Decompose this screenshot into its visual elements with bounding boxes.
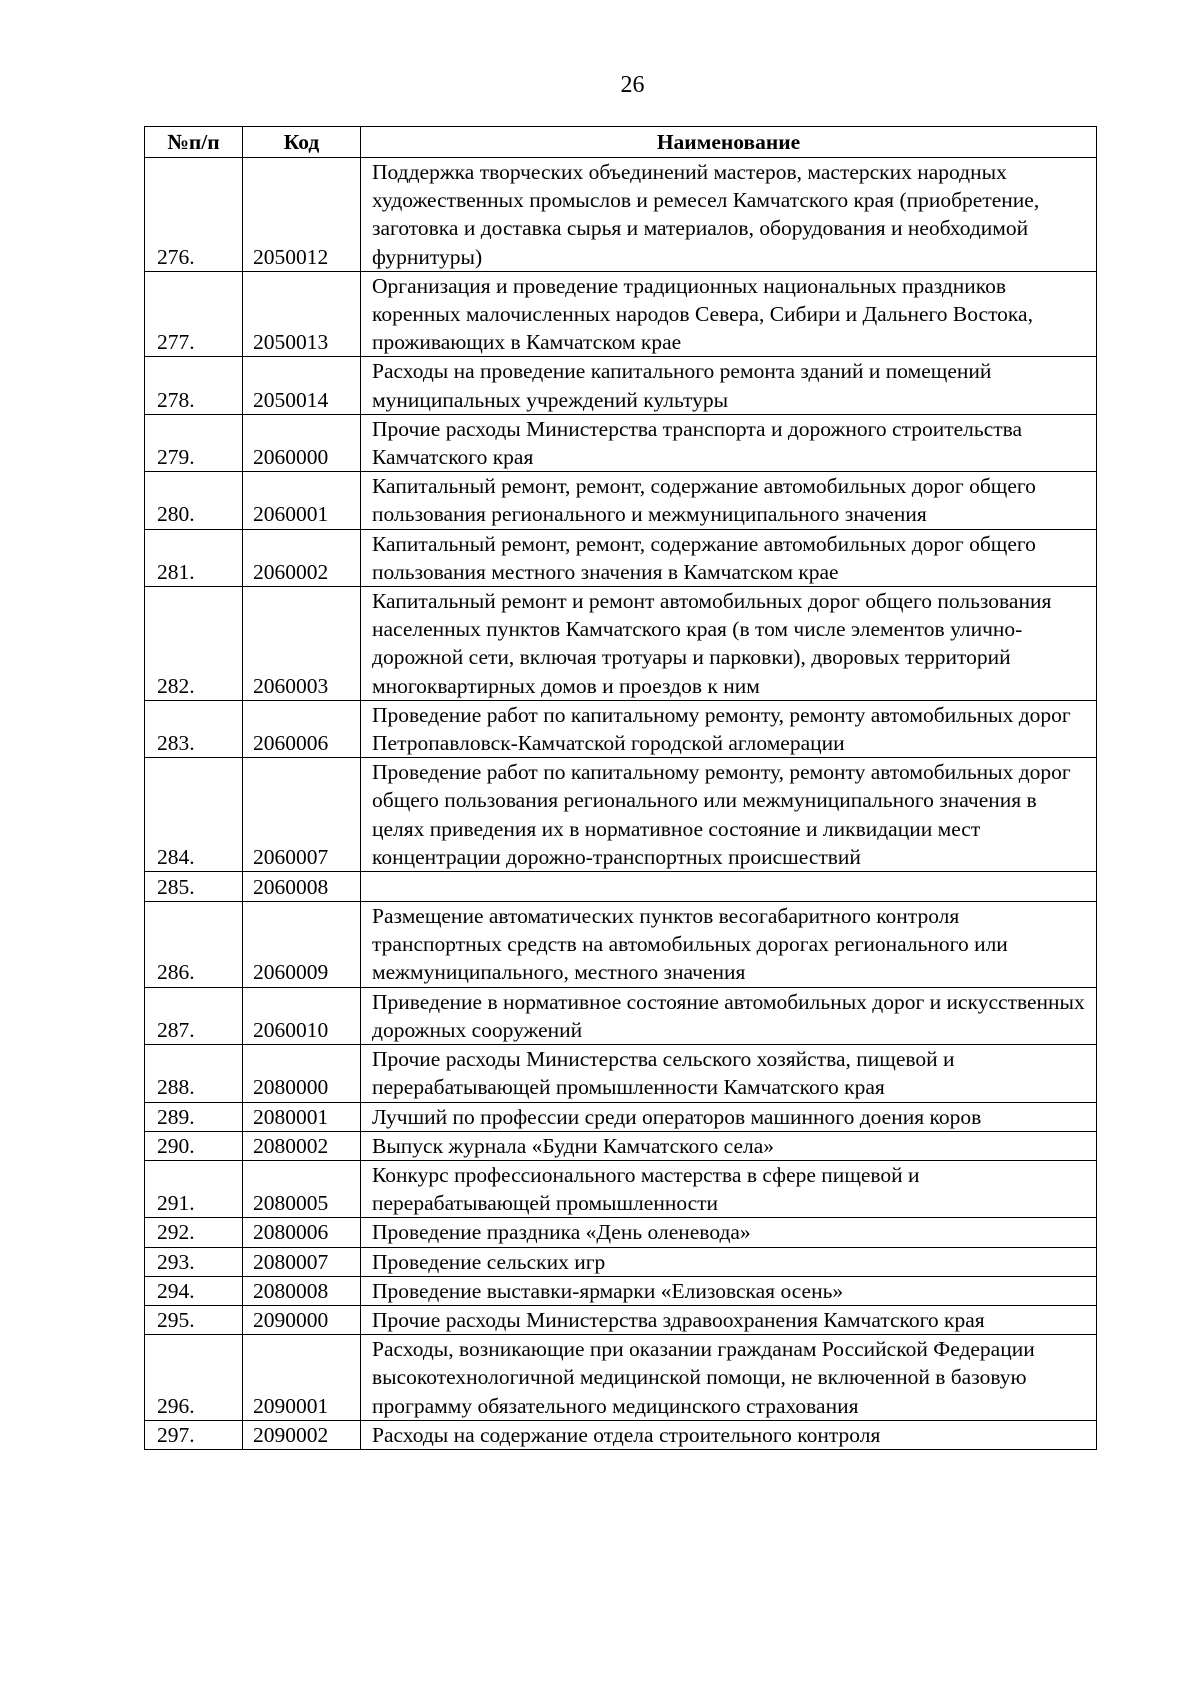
row-code: 2080006 <box>243 1218 361 1247</box>
row-number: 291. <box>145 1160 243 1217</box>
row-number: 290. <box>145 1131 243 1160</box>
budget-codes-table <box>144 126 1097 1450</box>
table-row <box>145 1218 1097 1247</box>
row-code: 2060010 <box>243 987 361 1044</box>
table-row <box>145 1102 1097 1131</box>
row-name: Прочие расходы Министерства транспорта и дорожного строительства Камчатского края <box>361 414 1097 471</box>
row-code: 2080005 <box>243 1160 361 1217</box>
row-name: Капитальный ремонт, ремонт, содержание автомобильных дорог общего пользования местного значения в Камчатском крае <box>361 529 1097 586</box>
row-number: 284. <box>145 758 243 872</box>
row-code: 2050012 <box>243 158 361 272</box>
table-header-row <box>145 127 1097 158</box>
table-row <box>145 529 1097 586</box>
row-name: Расходы на проведение капитального ремонта зданий и помещений муниципальных учреждений культуры <box>361 357 1097 414</box>
row-name: Расходы, возникающие при оказании гражданам Российской Федерации высокотехнологичной медицинской помощи, не включенной в базовую программу обязательного медицинского страхования <box>361 1335 1097 1421</box>
row-number: 277. <box>145 271 243 357</box>
row-number: 292. <box>145 1218 243 1247</box>
header-code: Код <box>243 127 361 158</box>
row-code: 2080007 <box>243 1247 361 1276</box>
table-row <box>145 700 1097 757</box>
table-row <box>145 414 1097 471</box>
table-row <box>145 902 1097 988</box>
table-row <box>145 587 1097 701</box>
row-code: 2060006 <box>243 700 361 757</box>
table-row <box>145 1131 1097 1160</box>
table-row <box>145 158 1097 272</box>
row-code: 2060003 <box>243 587 361 701</box>
row-name: Капитальный ремонт, ремонт, содержание автомобильных дорог общего пользования регионального и межмуниципального значения <box>361 472 1097 529</box>
row-name: Расходы на содержание отдела строительного контроля <box>361 1420 1097 1449</box>
table-row <box>145 1335 1097 1421</box>
row-name: Проведение сельских игр <box>361 1247 1097 1276</box>
table-row <box>145 1160 1097 1217</box>
row-name <box>361 872 1097 902</box>
table-row <box>145 1045 1097 1102</box>
table-row <box>145 758 1097 872</box>
table-row <box>145 1420 1097 1449</box>
row-code: 2060000 <box>243 414 361 471</box>
row-code: 2060007 <box>243 758 361 872</box>
table-row <box>145 271 1097 357</box>
row-name: Проведение выставки-ярмарки «Елизовская осень» <box>361 1276 1097 1305</box>
row-code: 2080008 <box>243 1276 361 1305</box>
row-name: Приведение в нормативное состояние автомобильных дорог и искусственных дорожных сооружений <box>361 987 1097 1044</box>
row-number: 280. <box>145 472 243 529</box>
row-name: Проведение работ по капитальному ремонту, ремонту автомобильных дорог Петропавловск-Камчатской городской агломерации <box>361 700 1097 757</box>
table-row <box>145 1305 1097 1334</box>
row-code: 2050013 <box>243 271 361 357</box>
row-name: Конкурс профессионального мастерства в сфере пищевой и перерабатывающей промышленности <box>361 1160 1097 1217</box>
row-number: 295. <box>145 1305 243 1334</box>
row-code: 2060002 <box>243 529 361 586</box>
row-code: 2060001 <box>243 472 361 529</box>
table-row <box>145 1247 1097 1276</box>
row-name: Выпуск журнала «Будни Камчатского села» <box>361 1131 1097 1160</box>
row-number: 279. <box>145 414 243 471</box>
row-number: 297. <box>145 1420 243 1449</box>
table-row <box>145 472 1097 529</box>
row-number: 294. <box>145 1276 243 1305</box>
row-number: 283. <box>145 700 243 757</box>
header-name: Наименование <box>361 127 1097 158</box>
table-row <box>145 1276 1097 1305</box>
row-code: 2080000 <box>243 1045 361 1102</box>
header-number: №п/п <box>145 127 243 158</box>
row-number: 286. <box>145 902 243 988</box>
table-row <box>145 987 1097 1044</box>
row-number: 276. <box>145 158 243 272</box>
row-code: 2090000 <box>243 1305 361 1334</box>
row-code: 2080002 <box>243 1131 361 1160</box>
page-number: 26 <box>620 72 645 98</box>
row-name: Капитальный ремонт и ремонт автомобильных дорог общего пользования населенных пунктов Камчатского края (в том числе элементов улично-дорожной сети, включая тротуары и парковки), дворовых территорий многоквартирных домов и проездов к ним <box>361 587 1097 701</box>
row-name: Прочие расходы Министерства здравоохранения Камчатского края <box>361 1305 1097 1334</box>
row-number: 296. <box>145 1335 243 1421</box>
table-row <box>145 872 1097 902</box>
row-number: 282. <box>145 587 243 701</box>
row-number: 289. <box>145 1102 243 1131</box>
row-code: 2080001 <box>243 1102 361 1131</box>
row-code: 2060008 <box>243 872 361 902</box>
row-code: 2060009 <box>243 902 361 988</box>
row-number: 293. <box>145 1247 243 1276</box>
row-code: 2050014 <box>243 357 361 414</box>
row-name: Размещение автоматических пунктов весогабаритного контроля транспортных средств на автомобильных дорогах регионального или межмуниципального, местного значения <box>361 902 1097 988</box>
row-code: 2090002 <box>243 1420 361 1449</box>
row-number: 288. <box>145 1045 243 1102</box>
row-name: Проведение работ по капитальному ремонту, ремонту автомобильных дорог общего пользования регионального или межмуниципального значения в целях приведения их в нормативное состояние и ликвидации мест концентрации дорожно-транспортных происшествий <box>361 758 1097 872</box>
table-row <box>145 357 1097 414</box>
row-number: 287. <box>145 987 243 1044</box>
row-code: 2090001 <box>243 1335 361 1421</box>
row-name: Прочие расходы Министерства сельского хозяйства, пищевой и перерабатывающей промышленности Камчатского края <box>361 1045 1097 1102</box>
row-number: 278. <box>145 357 243 414</box>
row-name: Лучший по профессии среди операторов машинного доения коров <box>361 1102 1097 1131</box>
row-number: 281. <box>145 529 243 586</box>
row-number: 285. <box>145 872 243 902</box>
row-name: Поддержка творческих объединений мастеров, мастерских народных художественных промыслов и ремесел Камчатского края (приобретение, заготовка и доставка сырья и материалов, оборудования и необходимой фурнитуры) <box>361 158 1097 272</box>
row-name: Организация и проведение традиционных национальных праздников коренных малочисленных народов Севера, Сибири и Дальнего Востока, проживающих в Камчатском крае <box>361 271 1097 357</box>
row-name: Проведение праздника «День оленевода» <box>361 1218 1097 1247</box>
